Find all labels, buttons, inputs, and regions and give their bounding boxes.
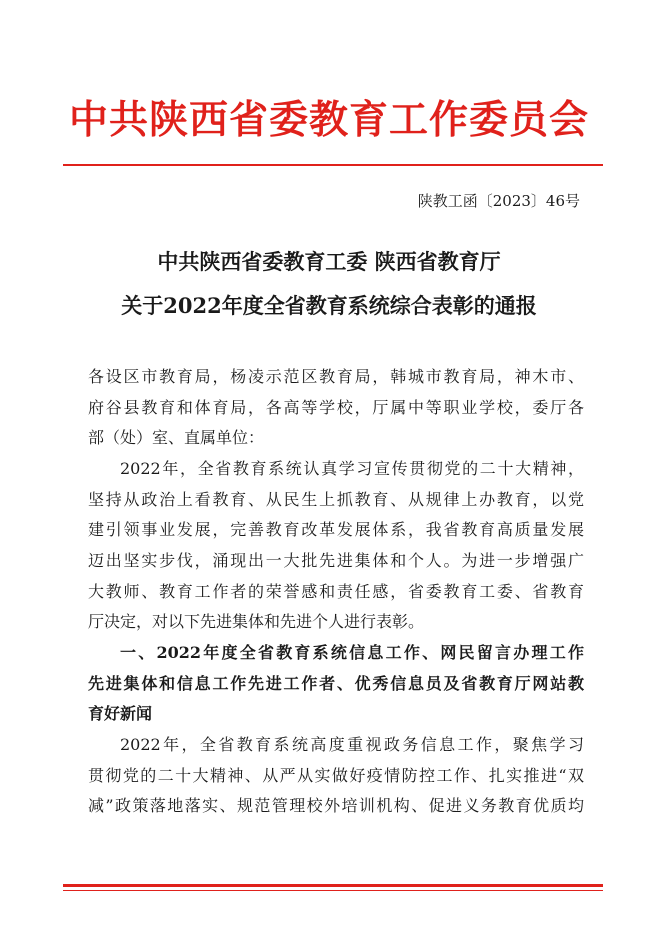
paragraph-2-line-2: 贯彻党的二十大精神、从严从实做好疫情防控工作、扎实推进“双 bbox=[88, 765, 584, 785]
paragraph-2 bbox=[88, 730, 584, 822]
paragraph-1-line-1: 2022年，全省教育系统认真学习宣传贯彻党的二十大精神， bbox=[120, 459, 584, 478]
paragraph-1-line-3: 建引领事业发展，完善教育改革发展体系，我省教育高质量发展 bbox=[88, 520, 584, 540]
section-1-heading-line-1: 一、2022年度全省教育系统信息工作、网民留言办理工作 bbox=[120, 643, 584, 662]
red-divider-bottom bbox=[63, 884, 603, 887]
paragraph-1-line-6: 厅决定，对以下先进集体和先进个人进行表彰。 bbox=[88, 612, 425, 632]
paragraph-2-line-1: 2022年，全省教育系统高度重视政务信息工作，聚焦学习 bbox=[120, 735, 584, 754]
addressee-line-2: 府谷县教育和体育局，各高等学校，厅属中等职业学校，委厅各 bbox=[88, 397, 584, 417]
section-1-heading bbox=[88, 638, 584, 730]
section-1-heading-line-3: 育好新闻 bbox=[88, 704, 153, 724]
org-title: 中共陕西省委教育工作委员会 bbox=[68, 97, 589, 143]
red-divider-bottom-thin bbox=[63, 890, 603, 891]
section-1-heading-line-2: 先进集体和信息工作先进工作者、优秀信息员及省教育厅网站教 bbox=[88, 673, 584, 693]
addressee-line-3: 部（处）室、直属单位： bbox=[88, 428, 265, 448]
addressee-line-1: 各设区市教育局，杨凌示范区教育局，韩城市教育局，神木市、 bbox=[88, 367, 584, 386]
paragraph-1-line-5: 大教师、教育工作者的荣誉感和责任感，省委教育工委、省教育 bbox=[88, 581, 584, 601]
document-number: 陕教工函〔2023〕46号 bbox=[417, 192, 580, 210]
red-divider-top bbox=[63, 164, 603, 166]
addressee-block bbox=[88, 362, 584, 454]
paragraph-1-line-4: 迈出坚实步伐，涌现出一大批先进集体和个人。为进一步增强广 bbox=[88, 551, 584, 571]
paragraph-2-line-3: 减”政策落地落实、规范管理校外培训机构、促进义务教育优质均 bbox=[88, 796, 584, 816]
document-title-line-1: 中共陕西省委教育工委 陕西省教育厅 bbox=[157, 249, 501, 274]
paragraph-1-line-2: 坚持从政治上看教育、从民生上抓教育、从规律上办教育，以党 bbox=[88, 489, 584, 509]
paragraph-1 bbox=[88, 454, 584, 638]
document-title-line-2: 关于2022年度全省教育系统综合表彰的通报 bbox=[121, 293, 537, 318]
